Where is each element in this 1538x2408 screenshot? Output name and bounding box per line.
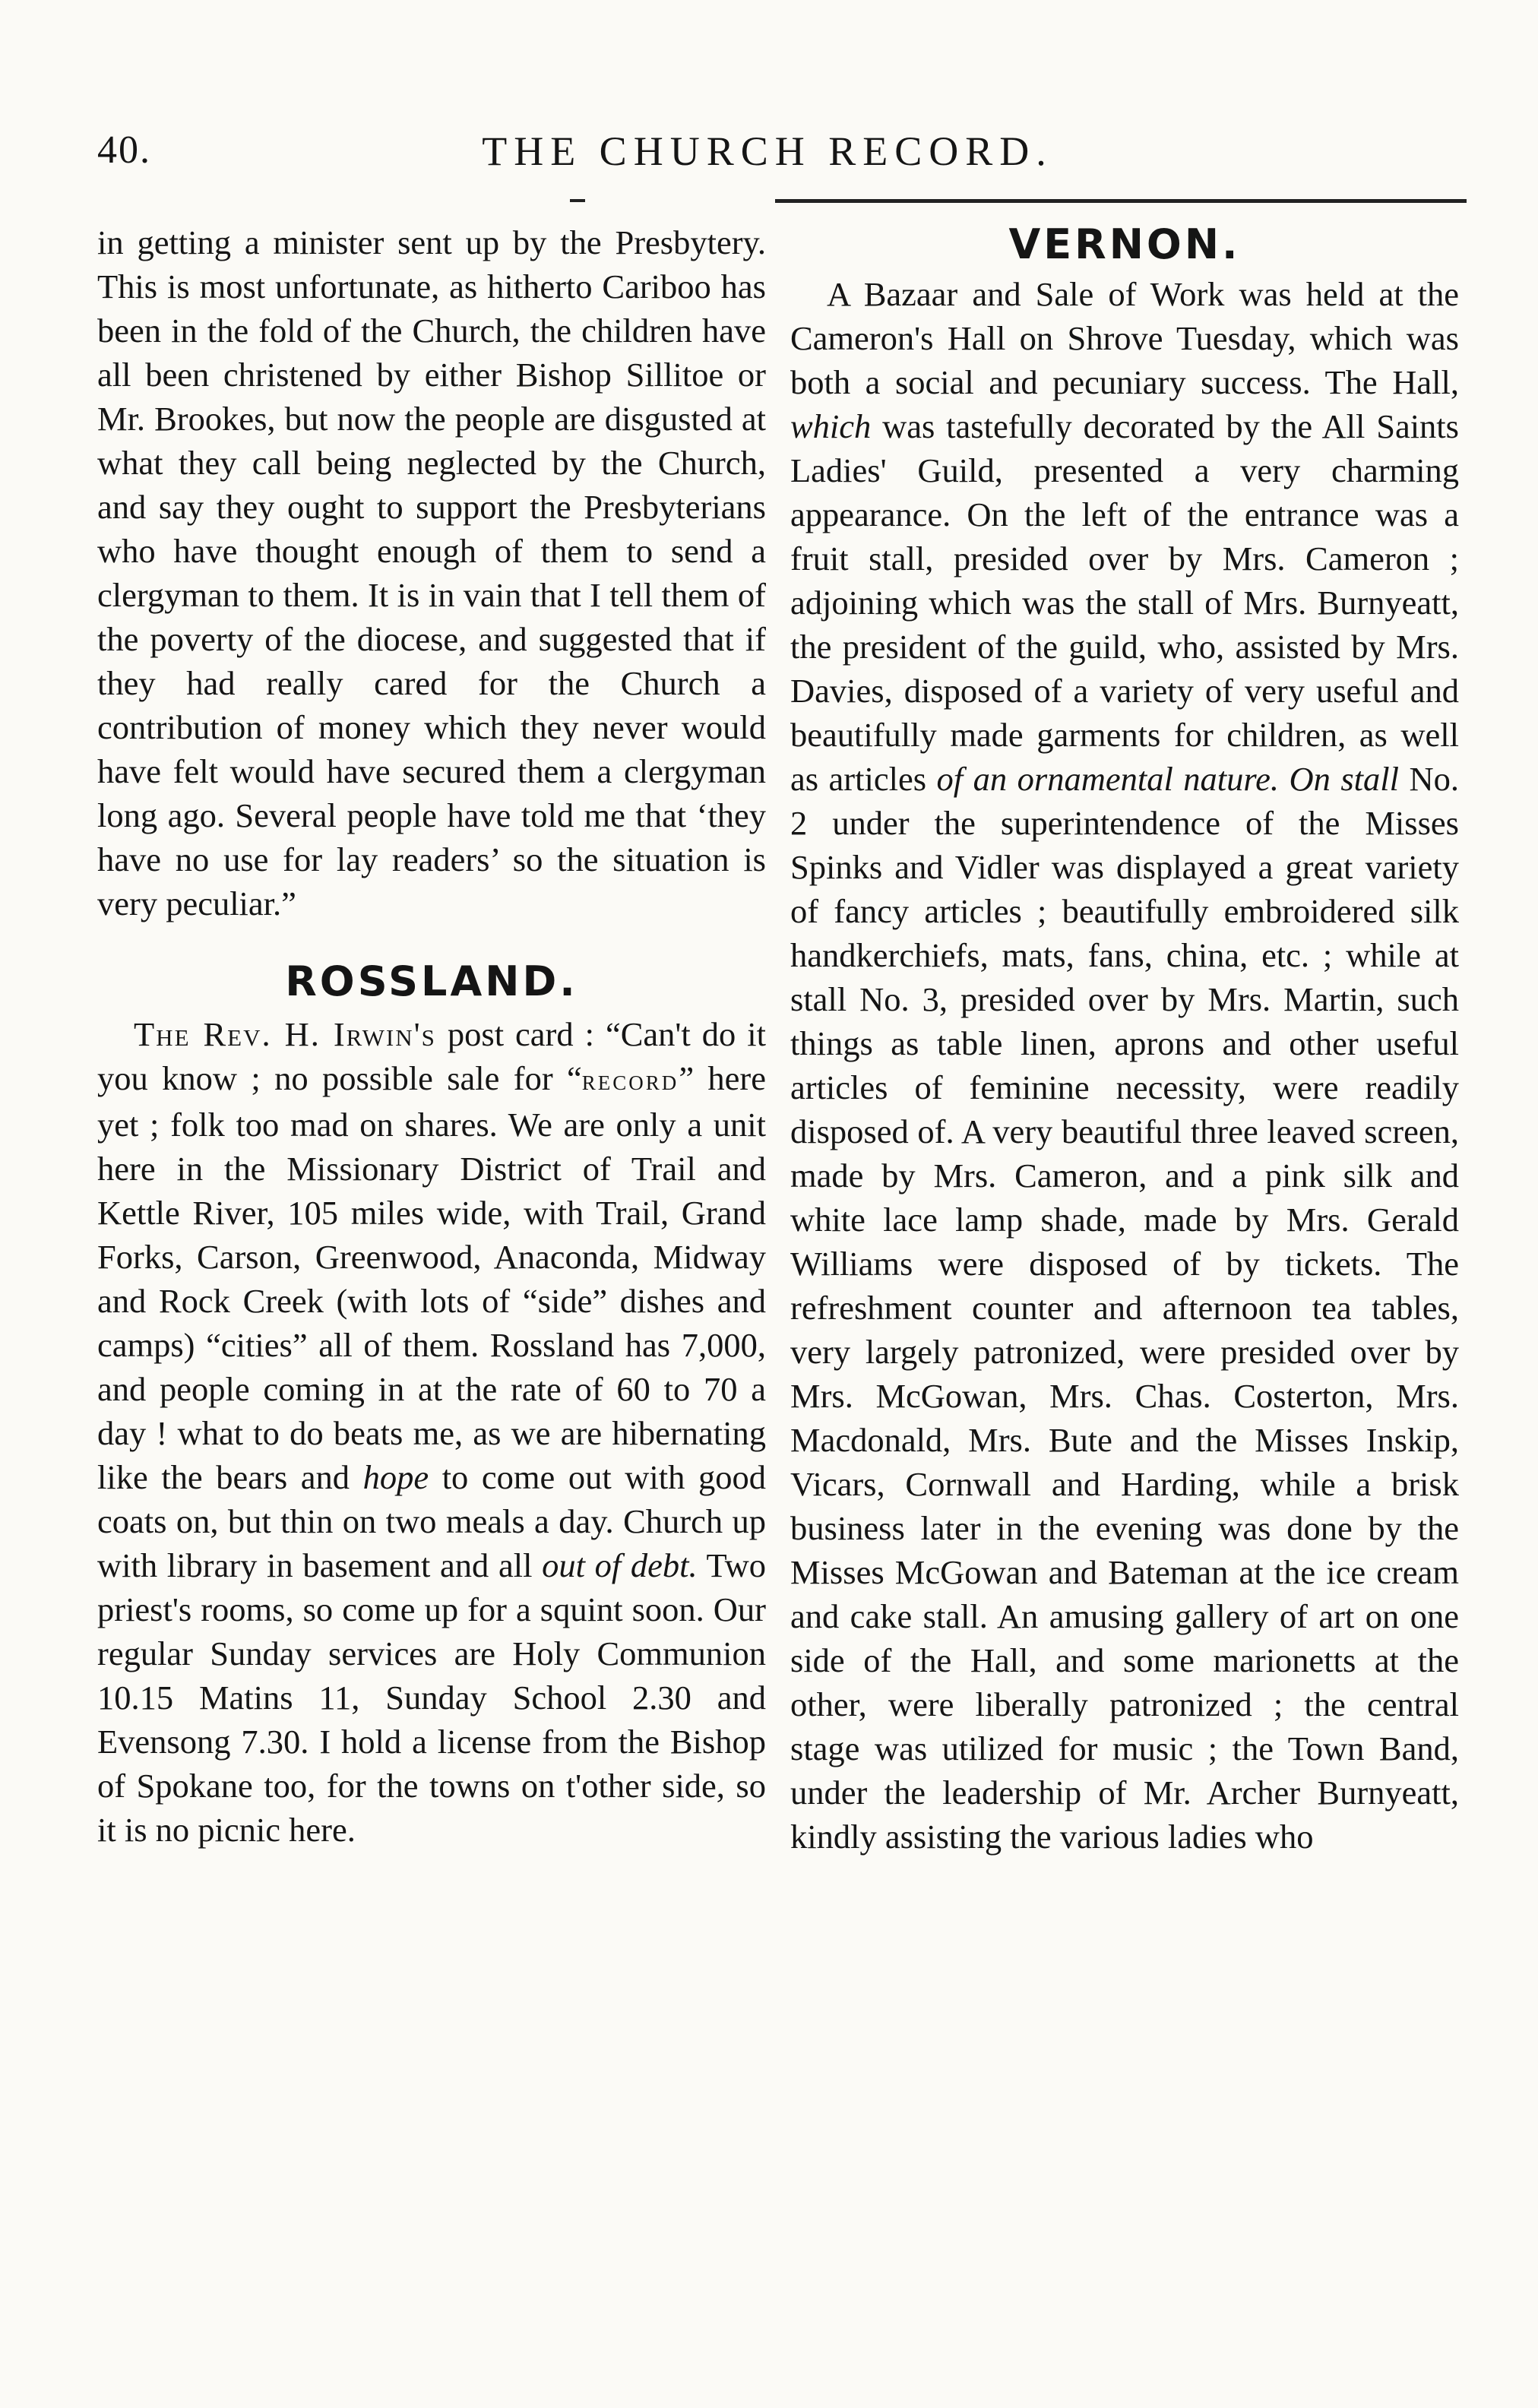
rossland-heading: ROSSLAND. xyxy=(285,957,578,1005)
right-column xyxy=(790,220,1459,1859)
header-rule xyxy=(775,199,1467,203)
rossland-byline: The Rev. H. Irwin's xyxy=(134,1015,436,1053)
rossland-text-2: ” here yet ; folk too mad on shares. We are only a unit here in the Missionary District of Trail and Kettle River, 105 miles wide, with Trail, Grand Forks, Carson, Greenwood, Anaconda, Midway and Rock Creek (with lots of “side” dishes and camps) “cities” all of them. Rossland has 7,000, and people coming in at the rate of 60 to 70 a day ! what to do beats me, as we are hibernating like the bears and xyxy=(97,1059,767,1496)
page-number: 40. xyxy=(97,128,151,172)
which-word: which xyxy=(790,407,872,445)
page-title: THE CHURCH RECORD. xyxy=(482,128,1053,174)
rossland-text-4: Two priest's rooms, so come up for a squint soon. Our regular Sunday services are Holy Communion 10.15 Matins 11, Sunday School 2.30 and Evensong 7.30. I hold a license from the Bishop of Spokane too, for the towns on t'other side, so it is no picnic here. xyxy=(97,1546,766,1849)
vernon-paragraph xyxy=(790,272,1459,1859)
rossland-text-1: post card : “Can't do it you know ; no possible sale for “ xyxy=(97,1015,766,1097)
page-header xyxy=(76,128,1459,188)
hope-word: hope xyxy=(362,1458,429,1496)
rossland-text-3: to come out with good coats on, but thin on two meals a day. Church up with library in basement and all xyxy=(97,1458,766,1584)
header-rule-dash xyxy=(570,199,585,202)
cariboo-paragraph: in getting a minister sent up by the Presbytery. This is most unfortunate, as hitherto Cariboo has been in the fold of the Church, the children have all been christened by either Bishop Sillitoe or Mr. Brookes, but now the people are disgusted at what they call being neglected by the Church, and say they ought to support the Presbyterians who have thought enough of them to send a clergyman to them. It is in vain that I tell them of the poverty of the diocese, and suggested that if they had really cared for the Church a contribution of money which they never would have felt would have secured them a clergyman long ago. Several people have told me that ‘they have no use for lay readers’ so the situation is very peculiar.” xyxy=(97,223,766,922)
out-of-debt-phrase: out of debt. xyxy=(542,1546,698,1584)
vernon-text-3: No. 2 under the superintendence of the Misses Spinks and Vidler was displayed a great variety of fancy articles ; beautifully embroidered silk handkerchiefs, mats, fans, china, etc. ; while at stall No. 3, presided over by Mrs. Martin, such things as table linen, aprons and other useful articles of feminine necessity, were readily disposed of. A very beautiful three leaved screen, made by Mrs. Cameron, and a pink silk and white lace lamp shade, made by Mrs. Gerald Williams were disposed of by tickets. The refreshment counter and afternoon tea tables, very largely patronized, were presided over by Mrs. McGowan, Mrs. Chas. Costerton, Mrs. Macdonald, Mrs. Bute and the Misses Inskip, Vicars, Cornwall and Harding, while a brisk business later in the evening was done by the Misses McGowan and Bateman at the ice cream and cake stall. An amusing gallery of art on one side of the Hall, and some marionetts at the other, were liberally patronized ; the central stage was utilized for music ; the Town Band, under the leadership of Mr. Archer Burnyeatt, kindly assisting the various ladies who xyxy=(790,760,1459,1856)
left-column xyxy=(97,220,766,1852)
ornamental-phrase: of an ornamental nature. On stall xyxy=(936,760,1399,798)
vernon-text-2: was tastefully decorated by the All Saints Ladies' Guild, presented a very charming appearance. On the left of the entrance was a fruit stall, presided over by Mrs. Cameron ; adjoining which was the stall of Mrs. Burnyeatt, the president of the guild, who, assisted by Mrs. Davies, disposed of a variety of very useful and beautifully made garments for children, as well as articles xyxy=(790,407,1459,798)
rossland-paragraph xyxy=(97,1012,766,1852)
vernon-text-1: A Bazaar and Sale of Work was held at the Cameron's Hall on Shrove Tuesday, which was both a social and pecuniary success. The Hall, xyxy=(790,275,1459,401)
vernon-heading: VERNON. xyxy=(1008,220,1241,268)
record-word: record xyxy=(581,1065,679,1096)
